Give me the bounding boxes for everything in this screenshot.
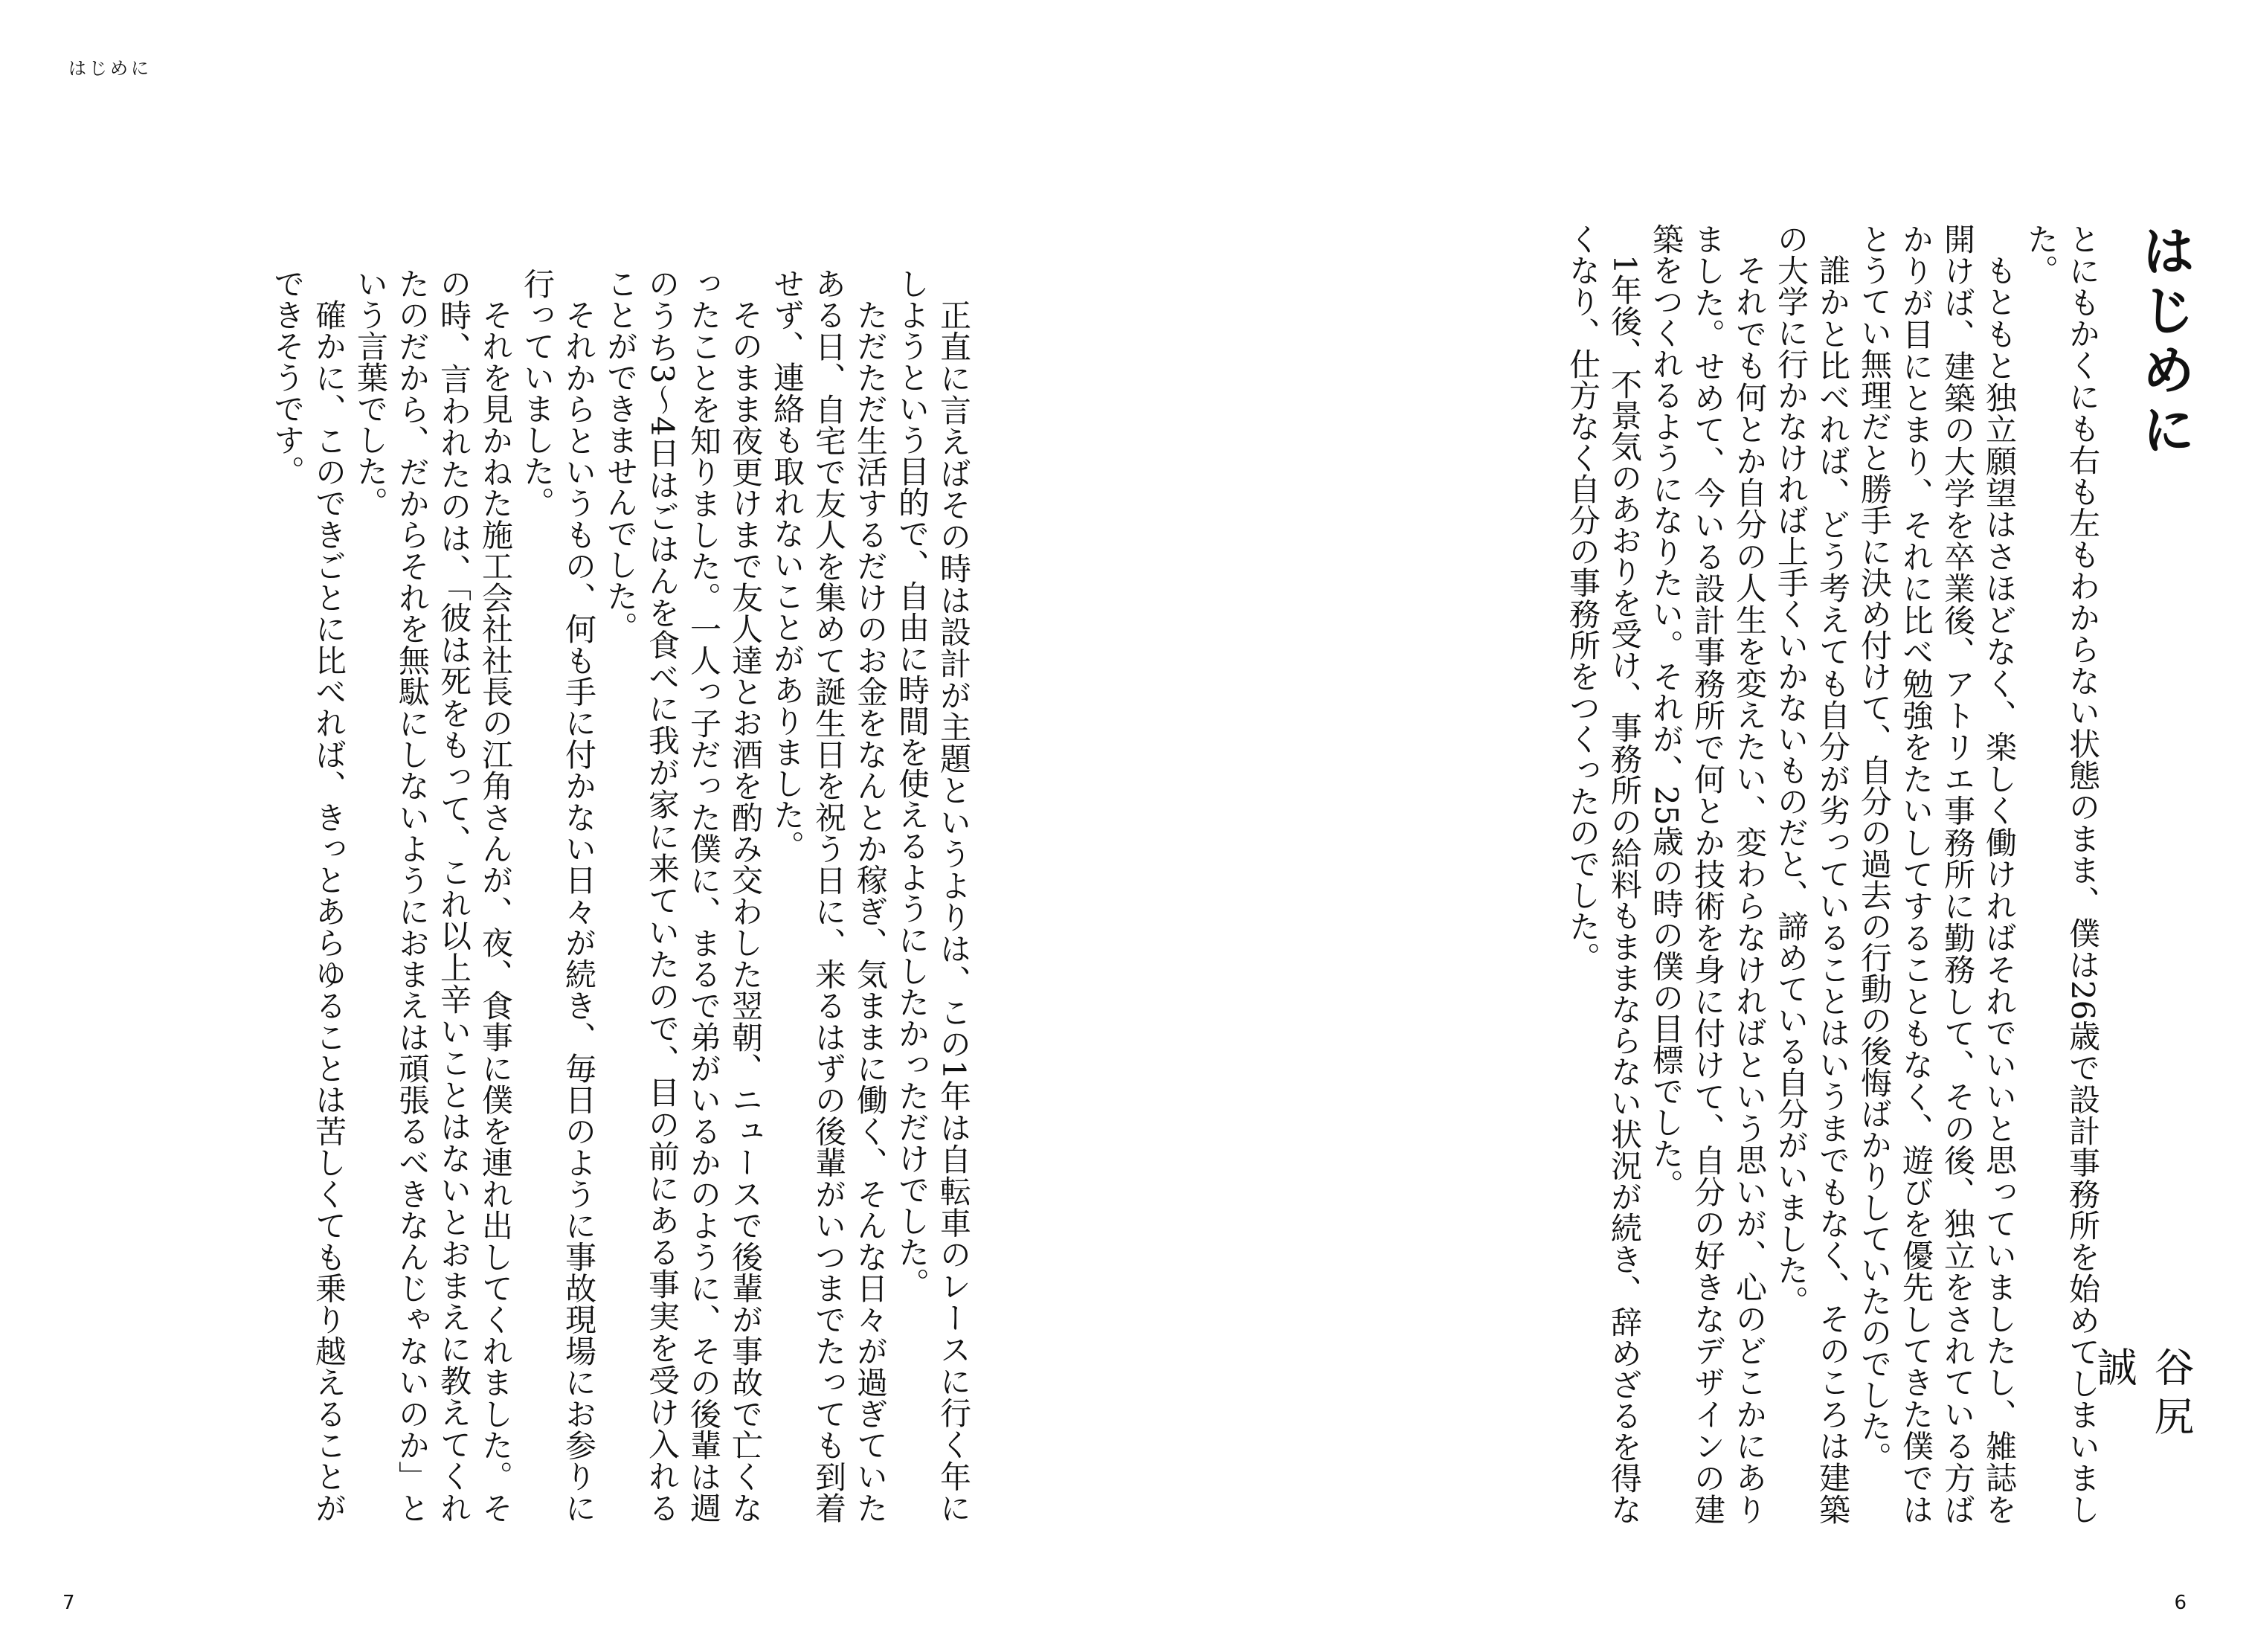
right-page [1124,0,2249,1652]
paragraph: それでも何とか自分の人生を変えたい、変わらなければという思いが、心のどこかにありました。せめて、今いる設計事務所で何とか技術を身に付けて、自分の好きなデザインの建築をつくれるようになりたい。それが、25歳の時の僕の目標でした。 [1648,223,1768,1525]
page-number-left: 7 [62,1592,75,1614]
paragraph: 正直に言えばその時は設計が主題というよりは、この1年は自転車のレースに行く年にしようという目的で、自由に時間を使えるようにしたかっただけでした。 [894,268,972,1523]
paragraph: ただただ生活するだけのお金をなんとか稼ぎ、気ままに働く、そんな日々が過ぎていたある日、自宅で友人を集めて誕生日を祝う日に、来るはずの後輩がいつまでたっても到着せず、連絡も取れないことがありました。 [769,268,889,1524]
paragraph: それを見かねた施工会社社長の江角さんが、夜、食事に僕を連れ出してくれました。その時、言われたのは、「彼は死をもって、これ以上辛いことはないとおまえに教えてくれたのだから、だからそれを無駄にしないようにおまえは頑張るべきなんじゃないのか」という言葉でした。 [353,268,514,1524]
paragraph: とにもかくにも右も左もわからない状態のまま、僕は26歳で設計事務所を始めてしまいました。 [2023,223,2101,1525]
paragraph: 誰かと比べれば、どう考えても自分が劣っていることはいうまでもなく、そのころは建築の大学に行かなければ上手くいかないものだと、諦めている自分がいました。 [1773,223,1851,1525]
paragraph: そのまま夜更けまで友人達とお酒を酌み交わした翌朝、ニュースで後輩が事故で亡くなったことを知りました。一人っ子だった僕に、まるで弟がいるかのように、その後輩は週のうち3〜4日はごはんを食べに我が家に来ていたので、目の前にある事実を受け入れることができませんでした。 [602,268,764,1524]
running-head: はじめに [68,58,152,79]
left-page [0,0,1124,1652]
right-page-body [1449,223,2103,1525]
paragraph: それからというもの、何も手に付かない日々が続き、毎日のように事故現場にお参りに行っていました。 [519,268,597,1523]
chapter-title: はじめに [2133,223,2195,461]
page-number-right: 6 [2174,1592,2187,1614]
left-page-body [141,268,974,1523]
author-name: 谷尻 誠 [2091,1346,2195,1444]
paragraph: 確かに、このできごとに比べれば、きっとあらゆることは苦しくても乗り越えることができそうです。 [269,268,347,1524]
paragraph: もともと独立願望はさほどなく、楽しく働ければそれでいいと思っていましたし、雑誌を開けば、建築の大学を卒業後、アトリエ事務所に勤務して、その後、独立をされている方ばかりが目にとまり、それに比べ勉強をたいしてすることもなく、遊びを優先してきた僕ではとうてい無理だと勝手に決め付けて、自分の過去の行動の後悔ばかりしていたのでした。 [1856,223,2018,1525]
paragraph: 1年後、不景気のあおりを受け、事務所の給料もままならない状況が続き、辞めざるを得なくなり、仕方なく自分の事務所をつくったのでした。 [1565,223,1643,1525]
